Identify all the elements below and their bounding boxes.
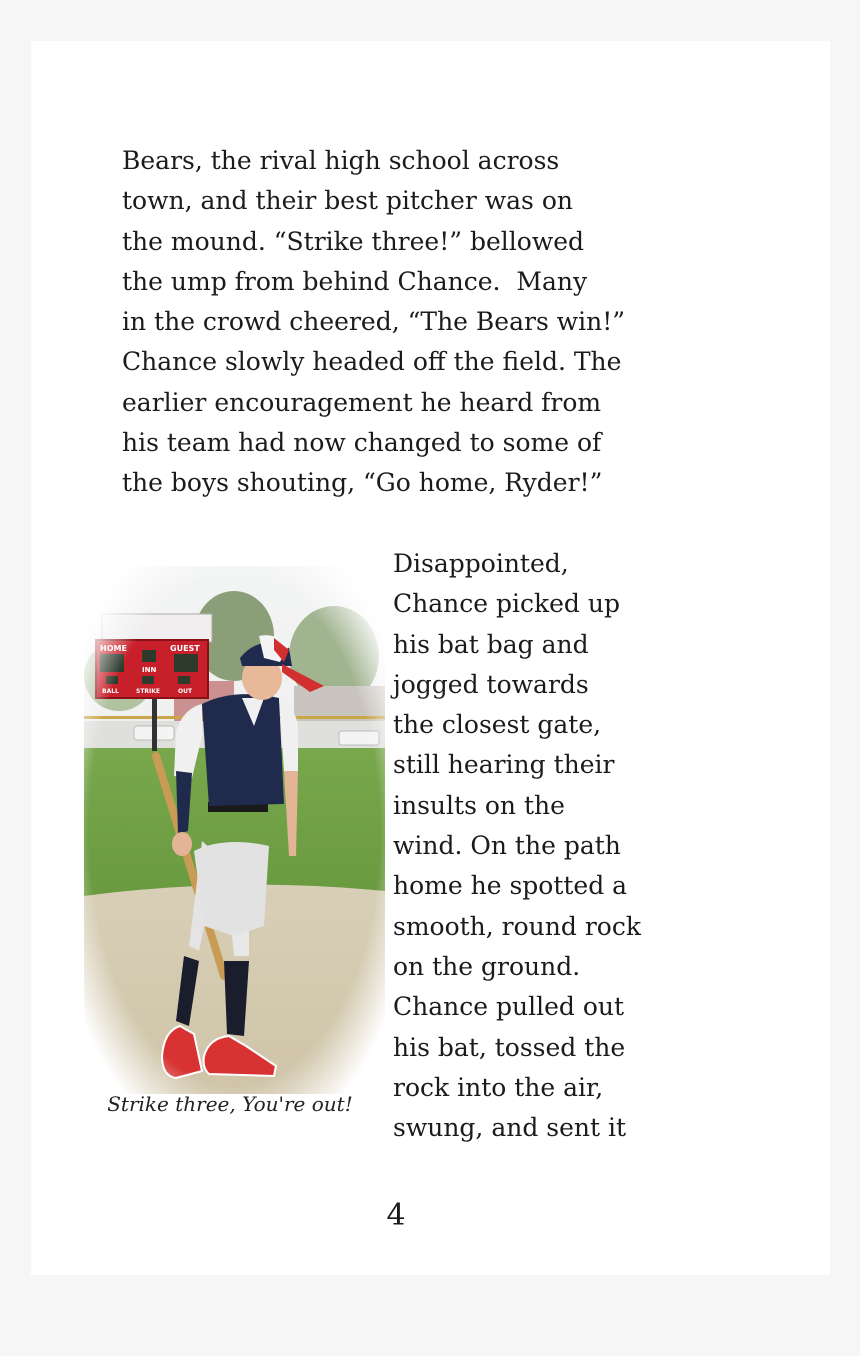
text-line: his bat, tossed the: [393, 1032, 626, 1062]
text-line: insults on the: [393, 790, 565, 820]
text-line: Chance slowly headed off the field. The: [122, 347, 622, 377]
text-line: the boys shouting, “Go home, Ryder!”: [122, 468, 603, 498]
text-line: in the crowd cheered, “The Bears win!”: [122, 307, 626, 337]
text-line: the closest gate,: [393, 710, 602, 740]
text-line: swung, and sent it: [393, 1113, 627, 1143]
text-line: his bat bag and: [393, 629, 589, 659]
text-line: still hearing their: [393, 750, 615, 780]
photo-caption: Strike three, You're out!: [107, 1092, 353, 1116]
text-line: Bears, the rival high school across: [122, 146, 560, 175]
text-line: the mound. “Strike three!” bellowed: [122, 226, 585, 256]
text-line: on the ground.: [393, 951, 581, 981]
text-line: rock into the air,: [393, 1072, 604, 1102]
paragraph-2: [393, 544, 713, 1148]
paragraph-1: [122, 141, 682, 504]
text-line: smooth, round rock: [393, 911, 641, 941]
text-line: earlier encouragement he heard from: [122, 387, 602, 417]
photo-illustration: [84, 566, 385, 1094]
text-line: the ump from behind Chance. Many: [122, 266, 588, 296]
text-line: wind. On the path: [393, 831, 621, 861]
book-page: [31, 41, 830, 1275]
text-line: home he spotted a: [393, 871, 628, 901]
text-line: Chance pulled out: [393, 992, 625, 1022]
page-number: 4: [386, 1198, 406, 1233]
baseball-player-photo: [84, 566, 385, 1094]
text-line: Chance picked up: [393, 589, 620, 619]
text-line: jogged towards: [393, 669, 589, 699]
text-line: town, and their best pitcher was on: [122, 186, 573, 216]
text-line: Disappointed,: [393, 549, 569, 578]
text-line: his team had now changed to some of: [122, 428, 602, 458]
